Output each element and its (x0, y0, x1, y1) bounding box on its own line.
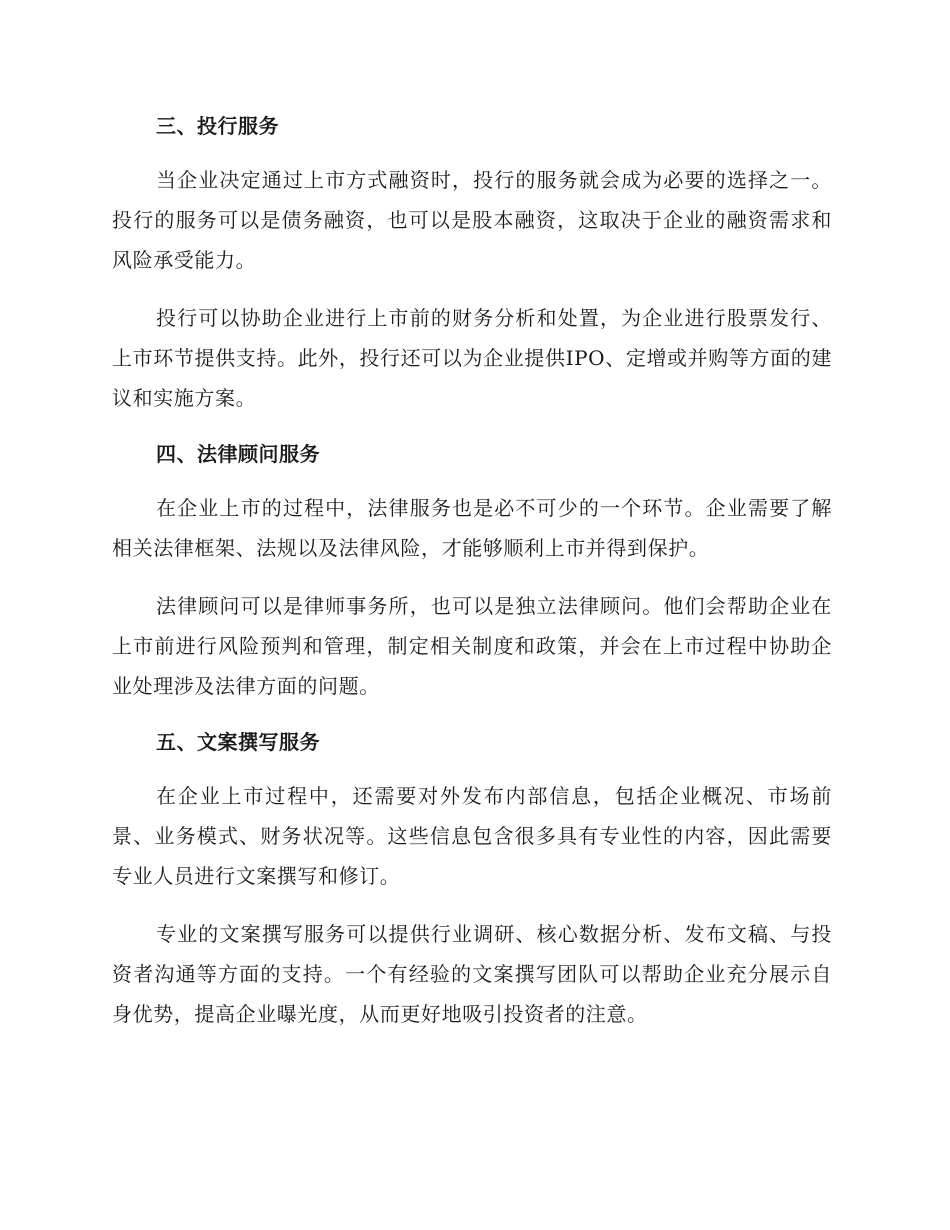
document-page (112, 108, 832, 1052)
paragraph: 投行可以协助企业进行上市前的财务分析和处置，为企业进行股票发行、上市环节提供支持。此外，投行还可以为企业提供IPO、定增或并购等方面的建议和实施方案。 (112, 306, 832, 410)
section-investment-banking (112, 108, 832, 418)
section-legal-advisory (112, 436, 832, 706)
paragraph: 法律顾问可以是律师事务所，也可以是独立法律顾问。他们会帮助企业在上市前进行风险预判和管理，制定相关制度和政策，并会在上市过程中协助企业处理涉及法律方面的问题。 (112, 594, 832, 698)
section-heading: 五、文案撰写服务 (156, 730, 320, 754)
section-heading: 四、法律顾问服务 (156, 442, 320, 466)
paragraph: 在企业上市的过程中，法律服务也是必不可少的一个环节。企业需要了解相关法律框架、法规以及法律风险，才能够顺利上市并得到保护。 (112, 496, 832, 560)
section-heading: 三、投行服务 (156, 114, 279, 138)
paragraph: 在企业上市过程中，还需要对外发布内部信息，包括企业概况、市场前景、业务模式、财务状况等。这些信息包含很多具有专业性的内容，因此需要专业人员进行文案撰写和修订。 (112, 784, 832, 888)
paragraph: 专业的文案撰写服务可以提供行业调研、核心数据分析、发布文稿、与投资者沟通等方面的支持。一个有经验的文案撰写团队可以帮助企业充分展示自身优势，提高企业曝光度，从而更好地吸引投资者的注意。 (112, 922, 832, 1026)
paragraph: 当企业决定通过上市方式融资时，投行的服务就会成为必要的选择之一。投行的服务可以是债务融资，也可以是股本融资，这取决于企业的融资需求和风险承受能力。 (112, 168, 832, 272)
section-copywriting (112, 724, 832, 1034)
